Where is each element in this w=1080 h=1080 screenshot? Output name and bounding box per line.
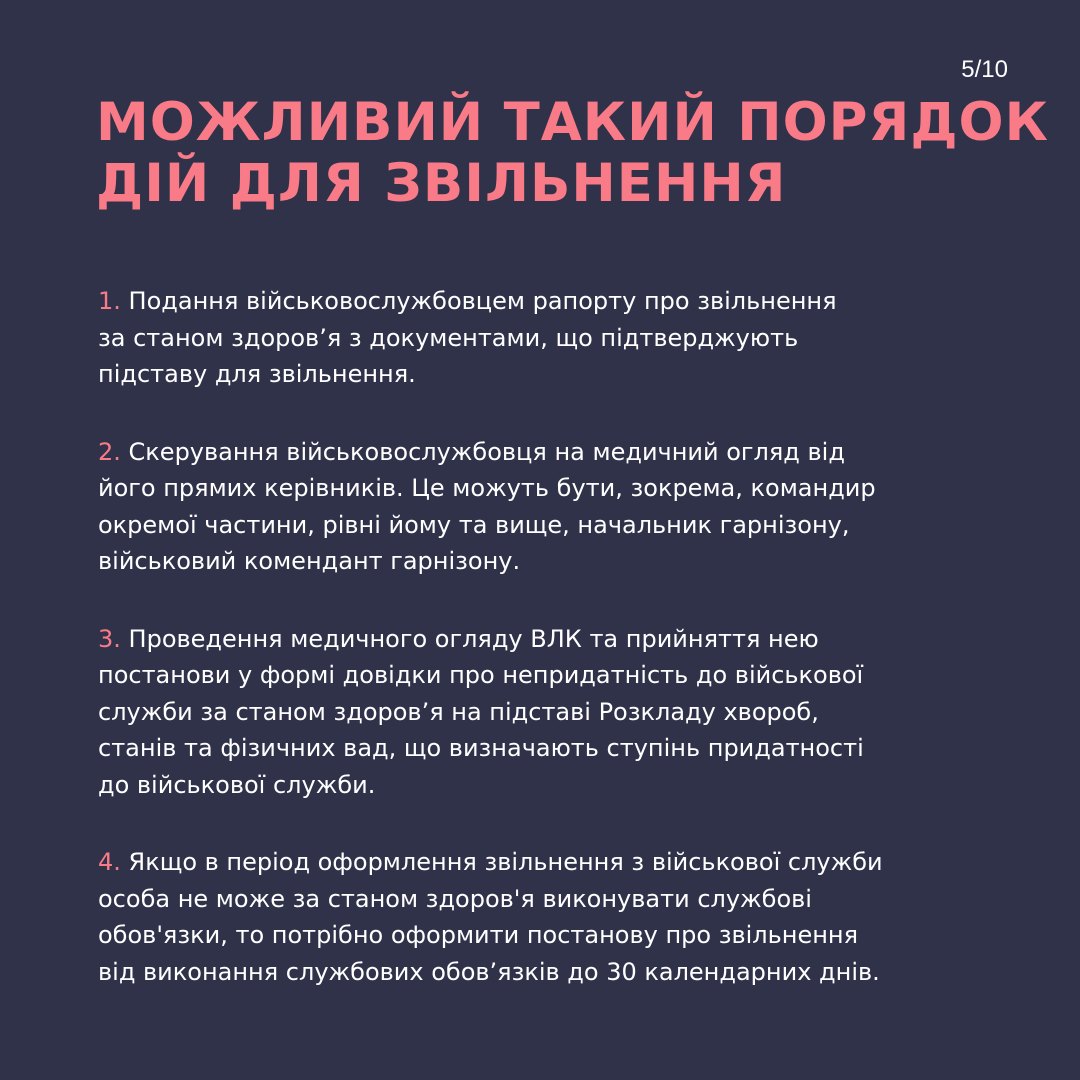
step-line [98, 434, 998, 471]
step-text: Проведення медичного огляду ВЛК та прийняття нею [128, 624, 819, 653]
step-line: служби за станом здоров’я на підставі Розкладу хвороб, [98, 697, 819, 726]
step-line [98, 621, 998, 658]
step-number: 3. [98, 624, 121, 653]
step-line: постанови у формі довідки про непридатність до військової [98, 661, 864, 689]
step-number: 1. [98, 287, 121, 315]
step-item-2 [98, 434, 998, 580]
step-text: Якщо в період оформлення звільнення з військової служби [128, 848, 883, 876]
step-number: 2. [98, 437, 121, 466]
step-line: особа не може за станом здоров'я виконувати службові [98, 884, 812, 913]
step-line: військовий комендант гарнізону. [98, 547, 521, 575]
step-item-4 [98, 844, 998, 990]
step-text: Подання військовослужбовцем рапорту про звільнення [128, 287, 837, 315]
step-line: його прямих керівників. Це можуть бути, зокрема, командир [98, 474, 876, 502]
step-line: обов'язки, то потрібно оформити постанову про звільнення [98, 921, 859, 949]
step-line: до військової служби. [98, 770, 376, 799]
step-line [98, 283, 998, 320]
step-text: Скерування військовослужбовця на медичний огляд від [128, 437, 845, 466]
title-line-2: ДІЙ ДЛЯ ЗВІЛЬНЕННЯ [96, 153, 787, 214]
page-counter: 5/10 [961, 56, 1008, 83]
step-line [98, 844, 998, 881]
step-line: від виконання службових обов’язків до 30 календарних днів. [98, 957, 880, 986]
step-item-1 [98, 283, 998, 393]
title-line-1: МОЖЛИВИЙ ТАКИЙ ПОРЯДОК [96, 92, 1049, 153]
step-number: 4. [98, 848, 121, 876]
step-item-3 [98, 621, 998, 804]
steps-list [98, 283, 998, 1031]
step-line: за станом здоров’я з документами, що підтверджують [98, 323, 799, 352]
step-line: підставу для звільнення. [98, 360, 416, 388]
step-line: станів та фізичних вад, що визначають ступінь придатності [98, 734, 864, 762]
step-line: окремої частини, рівні йому та вище, начальник гарнізону, [98, 510, 850, 539]
page-title [96, 92, 1049, 214]
